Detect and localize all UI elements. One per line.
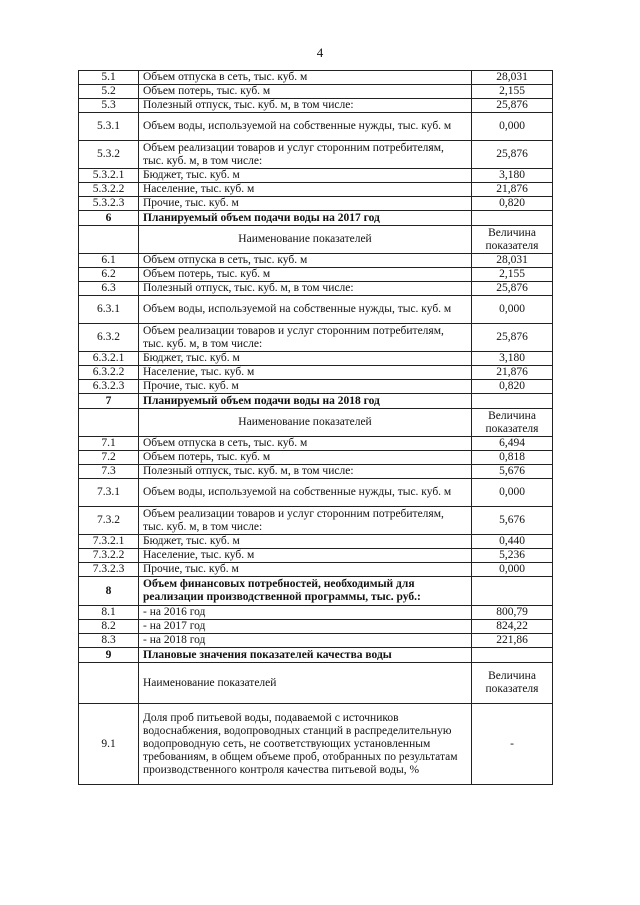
- indicator-name-cell: Планируемый объем подачи воды на 2018 год: [139, 394, 472, 409]
- indicator-value-cell: 6,494: [472, 437, 553, 451]
- row-number-cell: 7.2: [79, 451, 139, 465]
- table-row: [79, 197, 553, 211]
- row-number-cell: 6.3.2.3: [79, 380, 139, 394]
- indicator-value-cell: 5,676: [472, 507, 553, 535]
- row-number-cell: 5.2: [79, 85, 139, 99]
- indicator-name-cell: Бюджет, тыс. куб. м: [139, 169, 472, 183]
- indicators-table-body: [79, 71, 553, 785]
- indicator-name-cell: Полезный отпуск, тыс. куб. м, в том числе:: [139, 465, 472, 479]
- section-header-row: [79, 648, 553, 663]
- table-row: [79, 282, 553, 296]
- indicator-value-cell: 28,031: [472, 254, 553, 268]
- table-row: [79, 85, 553, 99]
- indicator-name-cell: Бюджет, тыс. куб. м: [139, 535, 472, 549]
- row-number-cell: 5.3.2.1: [79, 169, 139, 183]
- table-row: [79, 254, 553, 268]
- indicator-name-cell: Объем отпуска в сеть, тыс. куб. м: [139, 437, 472, 451]
- row-number-cell: 7.3.2.1: [79, 535, 139, 549]
- table-row: [79, 113, 553, 141]
- row-number-cell: 6.3.1: [79, 296, 139, 324]
- table-row: [79, 606, 553, 620]
- section-header-row: [79, 211, 553, 226]
- indicator-value-cell: 2,155: [472, 268, 553, 282]
- row-number-cell: 6.3.2.2: [79, 366, 139, 380]
- indicator-value-cell: 824,22: [472, 620, 553, 634]
- indicator-name-cell: Объем потерь, тыс. куб. м: [139, 268, 472, 282]
- indicator-value-cell: 21,876: [472, 366, 553, 380]
- table-row: [79, 366, 553, 380]
- section-header-row: [79, 394, 553, 409]
- indicator-name-cell: Объем отпуска в сеть, тыс. куб. м: [139, 254, 472, 268]
- table-row: [79, 380, 553, 394]
- table-row: [79, 479, 553, 507]
- table-row: [79, 141, 553, 169]
- indicator-name-cell: Объем потерь, тыс. куб. м: [139, 451, 472, 465]
- indicator-value-cell: -: [472, 704, 553, 785]
- table-row: [79, 268, 553, 282]
- indicator-value-cell: 0,820: [472, 380, 553, 394]
- table-row: [79, 437, 553, 451]
- indicator-name-cell: - на 2016 год: [139, 606, 472, 620]
- row-number-cell: 9: [79, 648, 139, 663]
- indicator-name-cell: Население, тыс. куб. м: [139, 183, 472, 197]
- table-row: [79, 704, 553, 785]
- row-number-cell: 6.3: [79, 282, 139, 296]
- column-header-row: [79, 409, 553, 437]
- table-row: [79, 549, 553, 563]
- indicator-value-cell: 0,000: [472, 479, 553, 507]
- indicator-name-cell: Объем реализации товаров и услуг сторонним потребителям, тыс. куб. м, в том числе:: [139, 141, 472, 169]
- indicator-value-cell: [472, 394, 553, 409]
- indicator-name-cell: Население, тыс. куб. м: [139, 366, 472, 380]
- indicator-value-cell: 800,79: [472, 606, 553, 620]
- row-number-cell: 6.3.2: [79, 324, 139, 352]
- indicator-value-cell: 0,000: [472, 296, 553, 324]
- row-number-cell: 5.3.2.2: [79, 183, 139, 197]
- row-number-cell: 7.1: [79, 437, 139, 451]
- row-number-cell: 6: [79, 211, 139, 226]
- table-row: [79, 71, 553, 85]
- indicator-value-cell: 5,236: [472, 549, 553, 563]
- row-number-cell: 7: [79, 394, 139, 409]
- indicator-name-cell: Объем воды, используемой на собственные нужды, тыс. куб. м: [139, 113, 472, 141]
- indicator-name-cell: Полезный отпуск, тыс. куб. м, в том числе:: [139, 282, 472, 296]
- indicator-value-cell: 21,876: [472, 183, 553, 197]
- indicator-name-cell: Наименование показателей: [139, 409, 472, 437]
- indicator-value-cell: 25,876: [472, 282, 553, 296]
- indicator-value-cell: 3,180: [472, 352, 553, 366]
- row-number-cell: 8.3: [79, 634, 139, 648]
- row-number-cell: 8.1: [79, 606, 139, 620]
- indicator-name-cell: Объем финансовых потребностей, необходимый для реализации производственной программы, тыс. руб.:: [139, 577, 472, 606]
- indicator-value-cell: 2,155: [472, 85, 553, 99]
- indicator-name-cell: Плановые значения показателей качества воды: [139, 648, 472, 663]
- indicator-value-cell: 3,180: [472, 169, 553, 183]
- indicator-value-cell: 0,820: [472, 197, 553, 211]
- table-row: [79, 563, 553, 577]
- table-row: [79, 169, 553, 183]
- indicator-value-cell: 0,000: [472, 563, 553, 577]
- row-number-cell: 7.3: [79, 465, 139, 479]
- indicator-name-cell: Прочие, тыс. куб. м: [139, 197, 472, 211]
- row-number-cell: 5.3: [79, 99, 139, 113]
- table-row: [79, 183, 553, 197]
- indicator-value-cell: 25,876: [472, 324, 553, 352]
- row-number-cell: 7.3.2.3: [79, 563, 139, 577]
- indicator-value-cell: 28,031: [472, 71, 553, 85]
- indicator-value-cell: Величина показателя: [472, 409, 553, 437]
- table-row: [79, 634, 553, 648]
- indicator-name-cell: Доля проб питьевой воды, подаваемой с источников водоснабжения, водопроводных станций в распределительную водопроводную сеть, не соответствующих установленным требованиям, в общем объеме проб, отобранных по результатам производственного контроля качества питьевой воды, %: [139, 704, 472, 785]
- indicator-name-cell: Прочие, тыс. куб. м: [139, 563, 472, 577]
- indicator-name-cell: Наименование показателей: [139, 663, 472, 704]
- table-row: [79, 535, 553, 549]
- indicator-value-cell: [472, 211, 553, 226]
- indicator-value-cell: [472, 648, 553, 663]
- table-row: [79, 352, 553, 366]
- indicator-value-cell: 221,86: [472, 634, 553, 648]
- indicator-name-cell: Объем реализации товаров и услуг сторонним потребителям, тыс. куб. м, в том числе:: [139, 507, 472, 535]
- indicator-value-cell: 0,000: [472, 113, 553, 141]
- row-number-cell: 9.1: [79, 704, 139, 785]
- row-number-cell: 5.1: [79, 71, 139, 85]
- table-row: [79, 296, 553, 324]
- table-row: [79, 99, 553, 113]
- indicator-value-cell: [472, 577, 553, 606]
- indicator-value-cell: Величина показателя: [472, 226, 553, 254]
- row-number-cell: [79, 663, 139, 704]
- table-row: [79, 620, 553, 634]
- row-number-cell: 7.3.2: [79, 507, 139, 535]
- indicator-name-cell: - на 2018 год: [139, 634, 472, 648]
- indicator-name-cell: Объем воды, используемой на собственные нужды, тыс. куб. м: [139, 479, 472, 507]
- row-number-cell: 6.1: [79, 254, 139, 268]
- indicator-name-cell: Полезный отпуск, тыс. куб. м, в том числе:: [139, 99, 472, 113]
- row-number-cell: 5.3.2: [79, 141, 139, 169]
- indicator-value-cell: 0,440: [472, 535, 553, 549]
- indicator-name-cell: Прочие, тыс. куб. м: [139, 380, 472, 394]
- row-number-cell: 5.3.2.3: [79, 197, 139, 211]
- row-number-cell: 5.3.1: [79, 113, 139, 141]
- table-row: [79, 507, 553, 535]
- row-number-cell: 8: [79, 577, 139, 606]
- column-header-row: [79, 663, 553, 704]
- row-number-cell: 6.3.2.1: [79, 352, 139, 366]
- indicator-name-cell: Бюджет, тыс. куб. м: [139, 352, 472, 366]
- row-number-cell: 7.3.1: [79, 479, 139, 507]
- row-number-cell: 8.2: [79, 620, 139, 634]
- table-row: [79, 324, 553, 352]
- indicator-name-cell: Объем потерь, тыс. куб. м: [139, 85, 472, 99]
- indicator-value-cell: 25,876: [472, 141, 553, 169]
- indicator-name-cell: Планируемый объем подачи воды на 2017 год: [139, 211, 472, 226]
- indicator-name-cell: Население, тыс. куб. м: [139, 549, 472, 563]
- indicators-table: [78, 70, 553, 785]
- indicator-value-cell: 5,676: [472, 465, 553, 479]
- row-number-cell: 7.3.2.2: [79, 549, 139, 563]
- table-row: [79, 451, 553, 465]
- row-number-cell: 6.2: [79, 268, 139, 282]
- indicator-value-cell: 25,876: [472, 99, 553, 113]
- indicator-name-cell: Объем отпуска в сеть, тыс. куб. м: [139, 71, 472, 85]
- column-header-row: [79, 226, 553, 254]
- indicator-value-cell: 0,818: [472, 451, 553, 465]
- row-number-cell: [79, 226, 139, 254]
- indicator-value-cell: Величина показателя: [472, 663, 553, 704]
- row-number-cell: [79, 409, 139, 437]
- indicator-name-cell: - на 2017 год: [139, 620, 472, 634]
- indicator-name-cell: Объем воды, используемой на собственные нужды, тыс. куб. м: [139, 296, 472, 324]
- indicator-name-cell: Объем реализации товаров и услуг сторонним потребителям, тыс. куб. м, в том числе:: [139, 324, 472, 352]
- section-header-row: [79, 577, 553, 606]
- indicator-name-cell: Наименование показателей: [139, 226, 472, 254]
- table-row: [79, 465, 553, 479]
- page-number: 4: [316, 45, 324, 60]
